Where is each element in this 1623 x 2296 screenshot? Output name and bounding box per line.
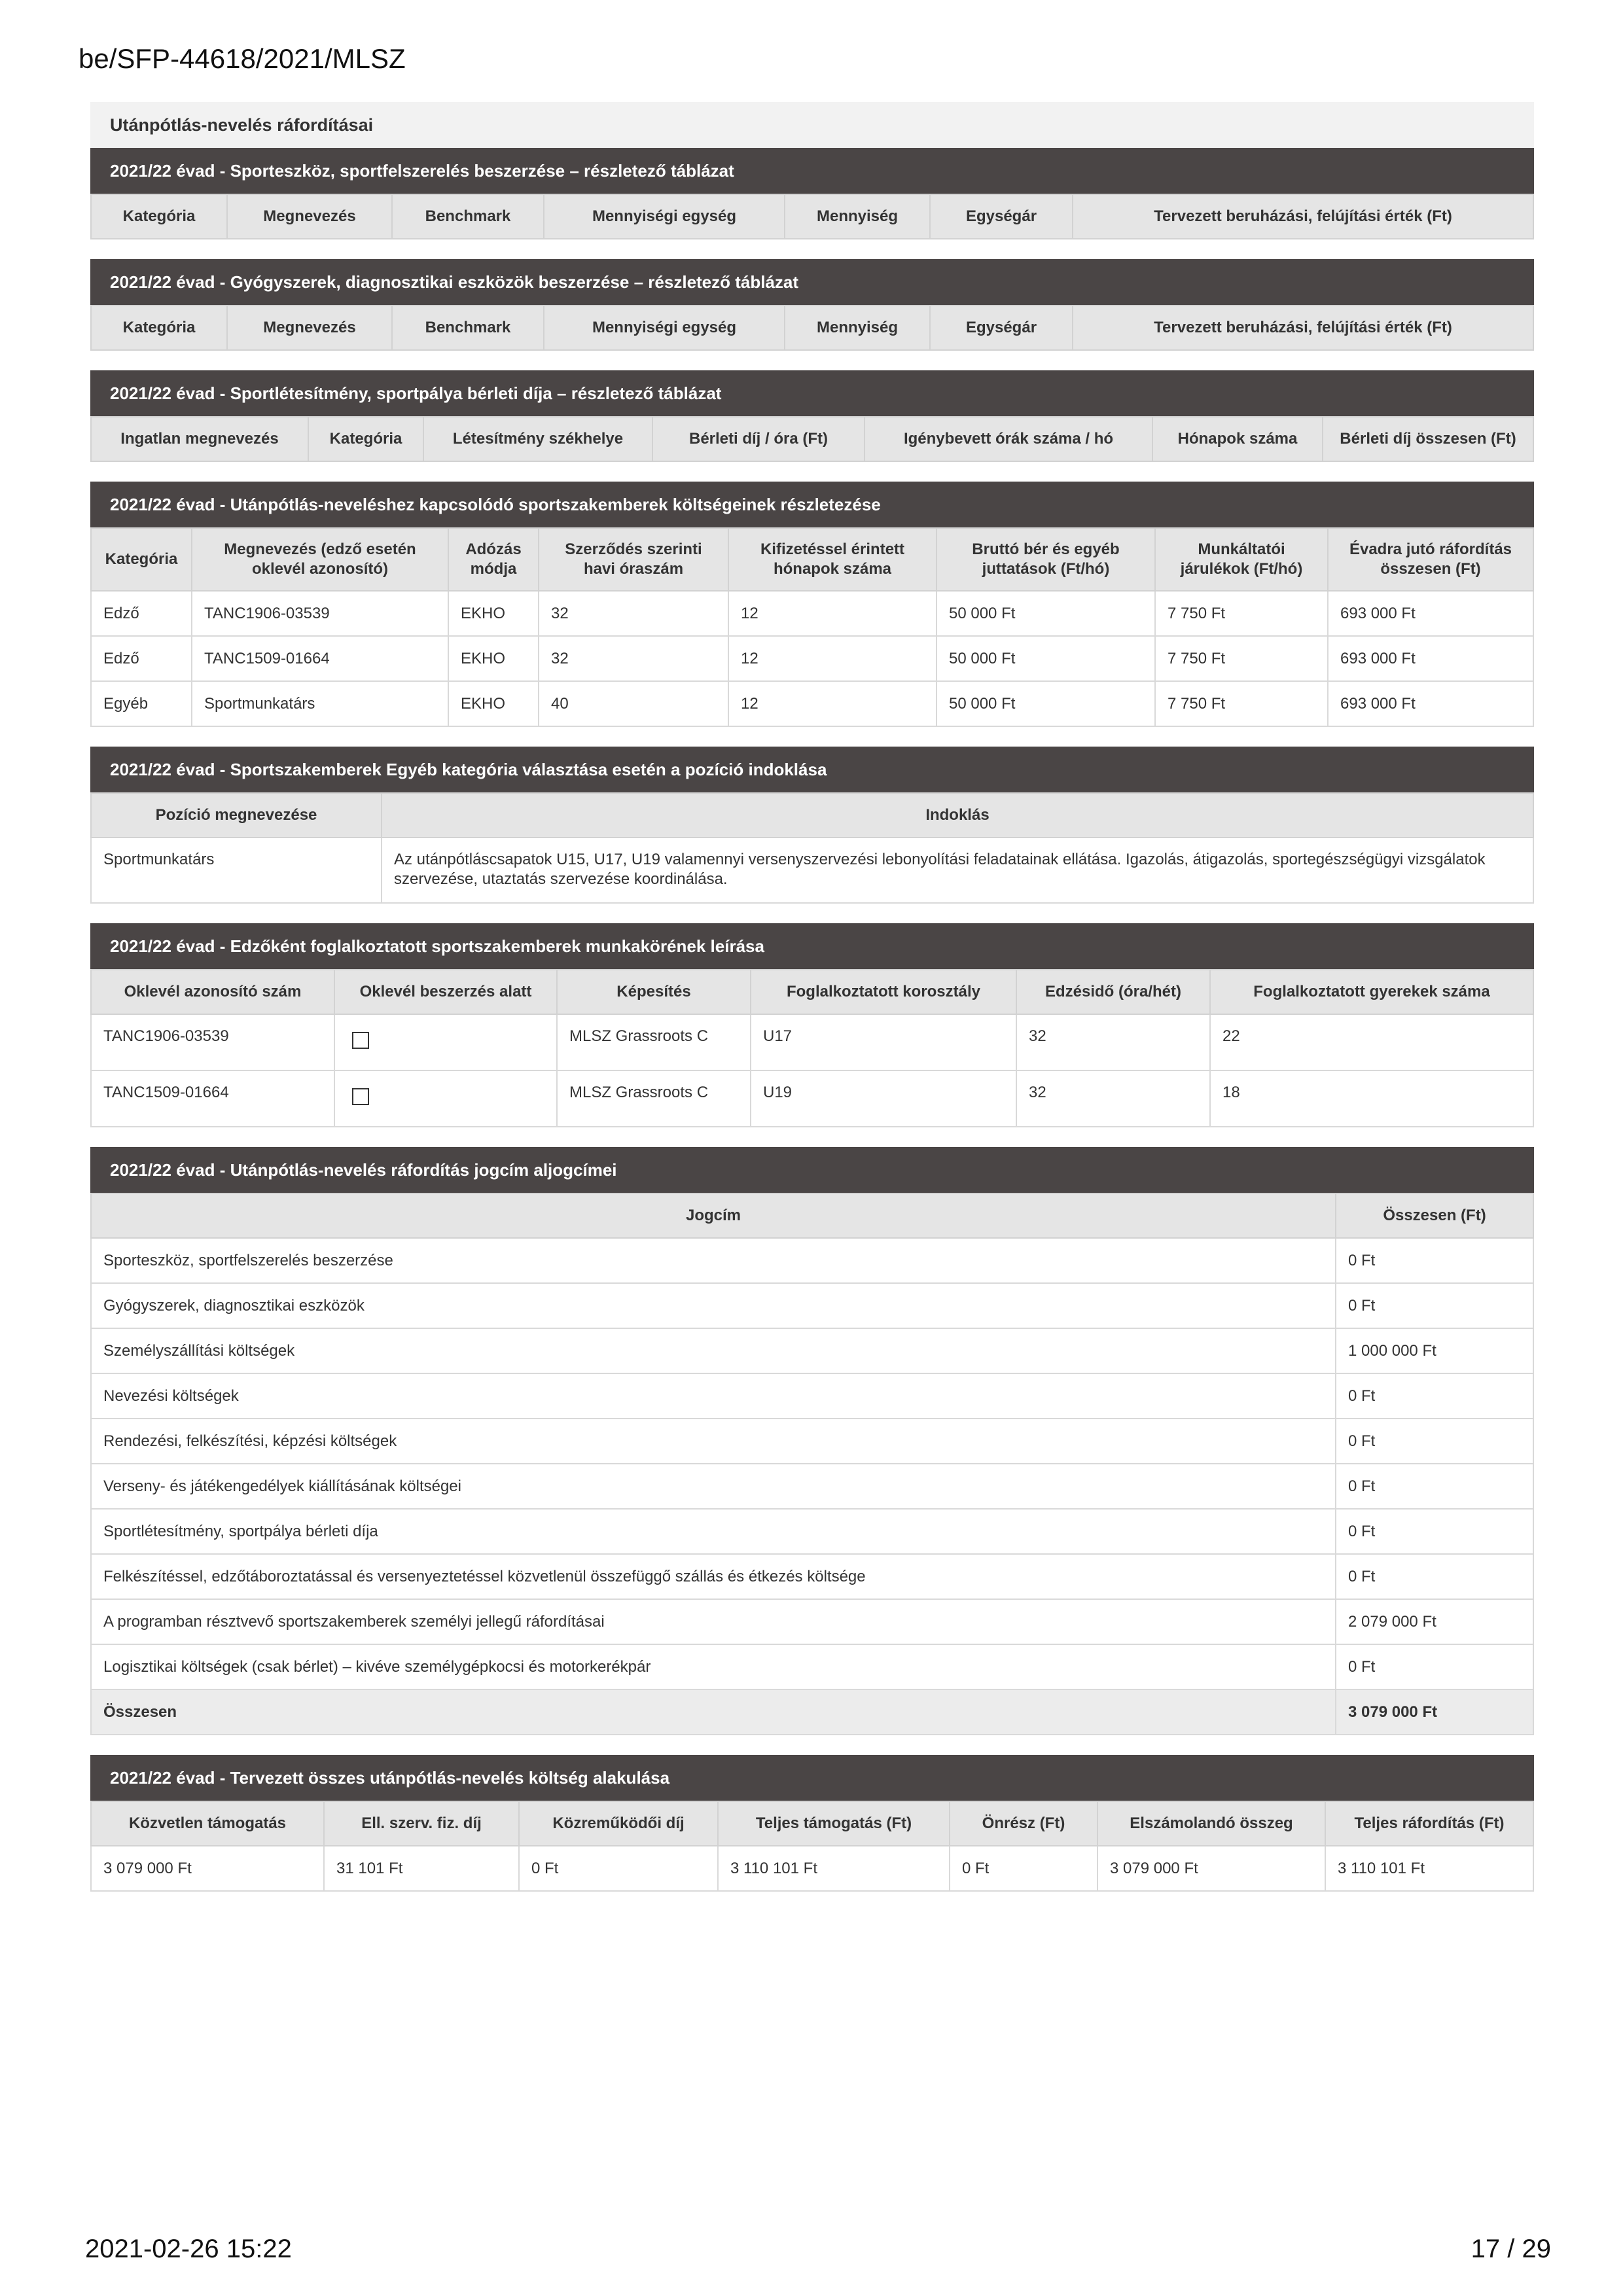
column-header: Közreműködői díj bbox=[519, 1801, 718, 1846]
column-header: Évadra jutó ráfordítás összesen (Ft) bbox=[1328, 528, 1533, 591]
table-cell bbox=[334, 1070, 557, 1127]
table-row bbox=[91, 1846, 1533, 1891]
column-header: Pozíció megnevezése bbox=[91, 793, 382, 838]
table-header-row bbox=[91, 1801, 1533, 1846]
egyeb-section bbox=[90, 747, 1534, 904]
column-header: Mennyiség bbox=[785, 194, 930, 239]
column-header: Létesítmény székhelye bbox=[423, 417, 652, 461]
table-cell bbox=[334, 1014, 557, 1070]
section-subtitle: Utánpótlás-nevelés ráfordításai bbox=[90, 102, 1534, 148]
column-header: Hónapok száma bbox=[1152, 417, 1323, 461]
table-row bbox=[91, 636, 1533, 681]
egyeb-table bbox=[90, 792, 1534, 904]
table-cell: 50 000 Ft bbox=[936, 591, 1155, 636]
table-cell: 0 Ft bbox=[1336, 1509, 1533, 1554]
table-header-row bbox=[91, 306, 1533, 350]
gyogyszer-title: 2021/22 évad - Gyógyszerek, diagnosztikai eszközök beszerzése – részletező táblázat bbox=[90, 259, 1534, 305]
table-cell: 0 Ft bbox=[1336, 1644, 1533, 1689]
jogcim-section bbox=[90, 1147, 1534, 1735]
table-cell: 12 bbox=[728, 636, 936, 681]
sporteszkoz-table bbox=[90, 194, 1534, 239]
table-cell: 3 079 000 Ft bbox=[1097, 1846, 1325, 1891]
column-header: Megnevezés bbox=[227, 194, 392, 239]
column-header: Bérleti díj / óra (Ft) bbox=[652, 417, 865, 461]
table-cell: TANC1509-01664 bbox=[192, 636, 448, 681]
edzo-table bbox=[90, 969, 1534, 1127]
column-header: Jogcím bbox=[91, 1193, 1336, 1238]
column-header: Foglalkoztatott korosztály bbox=[751, 970, 1016, 1014]
table-row bbox=[91, 1070, 1533, 1127]
table-cell: 693 000 Ft bbox=[1328, 681, 1533, 726]
table-cell: 31 101 Ft bbox=[324, 1846, 519, 1891]
table-cell: 50 000 Ft bbox=[936, 636, 1155, 681]
table-header-row bbox=[91, 194, 1533, 239]
table-cell: Gyógyszerek, diagnosztikai eszközök bbox=[91, 1283, 1336, 1328]
szakember-table bbox=[90, 527, 1534, 727]
gyogyszer-section bbox=[90, 259, 1534, 351]
column-header: Tervezett beruházási, felújítási érték (Ft) bbox=[1073, 194, 1533, 239]
table-cell: Edző bbox=[91, 591, 192, 636]
table-row bbox=[91, 1644, 1533, 1689]
table-cell: 693 000 Ft bbox=[1328, 591, 1533, 636]
document-id: be/SFP-44618/2021/MLSZ bbox=[79, 43, 406, 74]
footer-page-number: 17 / 29 bbox=[1471, 2234, 1551, 2263]
table-cell: TANC1906-03539 bbox=[91, 1014, 334, 1070]
table-cell: 3 110 101 Ft bbox=[718, 1846, 950, 1891]
table-cell: 3 110 101 Ft bbox=[1325, 1846, 1533, 1891]
table-cell: 32 bbox=[1016, 1070, 1210, 1127]
table-cell: 0 Ft bbox=[1336, 1238, 1533, 1283]
table-cell: 7 750 Ft bbox=[1155, 591, 1328, 636]
table-cell: EKHO bbox=[448, 681, 539, 726]
table-cell: Sporteszköz, sportfelszerelés beszerzése bbox=[91, 1238, 1336, 1283]
table-cell: TANC1509-01664 bbox=[91, 1070, 334, 1127]
table-cell: Az utánpótláscsapatok U15, U17, U19 valamennyi versenyszervezési lebonyolítási feladatainak ellátása. Igazolás, átigazolás, sportegészségügyi vizsgálatok szervezése, utaztatás szervezése koordinálása. bbox=[382, 838, 1533, 903]
checkbox[interactable] bbox=[352, 1088, 369, 1105]
table-row bbox=[91, 1599, 1533, 1644]
column-header: Teljes támogatás (Ft) bbox=[718, 1801, 950, 1846]
column-header: Önrész (Ft) bbox=[950, 1801, 1097, 1846]
table-row bbox=[91, 838, 1533, 903]
column-header: Igénybevett órák száma / hó bbox=[865, 417, 1152, 461]
gyogyszer-table bbox=[90, 305, 1534, 351]
content bbox=[90, 102, 1534, 1892]
table-cell: 1 000 000 Ft bbox=[1336, 1328, 1533, 1373]
table-row bbox=[91, 1419, 1533, 1464]
table-cell: Sportmunkatárs bbox=[192, 681, 448, 726]
column-header: Összesen (Ft) bbox=[1336, 1193, 1533, 1238]
column-header: Kategória bbox=[91, 306, 227, 350]
szakember-section bbox=[90, 482, 1534, 727]
table-cell: MLSZ Grassroots C bbox=[557, 1014, 751, 1070]
column-header: Kategória bbox=[308, 417, 423, 461]
berleti-title: 2021/22 évad - Sportlétesítmény, sportpálya bérleti díja – részletező táblázat bbox=[90, 370, 1534, 416]
column-header: Ell. szerv. fiz. díj bbox=[324, 1801, 519, 1846]
column-header: Ingatlan megnevezés bbox=[91, 417, 308, 461]
column-header: Mennyiségi egység bbox=[544, 194, 785, 239]
column-header: Indoklás bbox=[382, 793, 1533, 838]
total-value: 3 079 000 Ft bbox=[1336, 1689, 1533, 1735]
table-cell: MLSZ Grassroots C bbox=[557, 1070, 751, 1127]
table-cell: Nevezési költségek bbox=[91, 1373, 1336, 1419]
table-row bbox=[91, 681, 1533, 726]
column-header: Foglalkoztatott gyerekek száma bbox=[1210, 970, 1533, 1014]
column-header: Egységár bbox=[930, 306, 1073, 350]
column-header: Egységár bbox=[930, 194, 1073, 239]
column-header: Elszámolandó összeg bbox=[1097, 1801, 1325, 1846]
egyeb-title: 2021/22 évad - Sportszakemberek Egyéb kategória választása esetén a pozíció indoklása bbox=[90, 747, 1534, 792]
table-cell: EKHO bbox=[448, 636, 539, 681]
jogcim-table bbox=[90, 1193, 1534, 1735]
table-cell: 32 bbox=[539, 591, 728, 636]
column-header: Tervezett beruházási, felújítási érték (Ft) bbox=[1073, 306, 1533, 350]
table-cell: Edző bbox=[91, 636, 192, 681]
table-cell: Felkészítéssel, edzőtáboroztatással és versenyeztetéssel közvetlenül összefüggő szállás és étkezés költsége bbox=[91, 1554, 1336, 1599]
column-header: Kifizetéssel érintett hónapok száma bbox=[728, 528, 936, 591]
sporteszkoz-section bbox=[90, 148, 1534, 239]
table-cell: U17 bbox=[751, 1014, 1016, 1070]
table-cell: 0 Ft bbox=[1336, 1373, 1533, 1419]
checkbox[interactable] bbox=[352, 1032, 369, 1049]
edzo-title: 2021/22 évad - Edzőként foglalkoztatott sportszakemberek munkakörének leírása bbox=[90, 923, 1534, 969]
table-header-row bbox=[91, 417, 1533, 461]
szakember-title: 2021/22 évad - Utánpótlás-neveléshez kapcsolódó sportszakemberek költségeinek részletezése bbox=[90, 482, 1534, 527]
table-row bbox=[91, 1283, 1533, 1328]
table-cell: Egyéb bbox=[91, 681, 192, 726]
footer-date: 2021-02-26 15:22 bbox=[85, 2234, 292, 2263]
osszes-table bbox=[90, 1801, 1534, 1892]
column-header: Adózás módja bbox=[448, 528, 539, 591]
table-header-row bbox=[91, 793, 1533, 838]
column-header: Mennyiségi egység bbox=[544, 306, 785, 350]
table-cell: Rendezési, felkészítési, képzési költségek bbox=[91, 1419, 1336, 1464]
column-header: Kategória bbox=[91, 194, 227, 239]
table-cell: TANC1906-03539 bbox=[192, 591, 448, 636]
table-header-row bbox=[91, 970, 1533, 1014]
total-label: Összesen bbox=[91, 1689, 1336, 1735]
column-header: Munkáltatói járulékok (Ft/hó) bbox=[1155, 528, 1328, 591]
table-header-row bbox=[91, 1193, 1533, 1238]
column-header: Képesítés bbox=[557, 970, 751, 1014]
column-header: Szerződés szerinti havi óraszám bbox=[539, 528, 728, 591]
sporteszkoz-title: 2021/22 évad - Sporteszköz, sportfelszerelés beszerzése – részletező táblázat bbox=[90, 148, 1534, 194]
table-cell: 7 750 Ft bbox=[1155, 636, 1328, 681]
table-cell: 693 000 Ft bbox=[1328, 636, 1533, 681]
table-row bbox=[91, 591, 1533, 636]
berleti-table bbox=[90, 416, 1534, 462]
table-row bbox=[91, 1464, 1533, 1509]
table-cell: 7 750 Ft bbox=[1155, 681, 1328, 726]
table-cell: Verseny- és játékengedélyek kiállításának költségei bbox=[91, 1464, 1336, 1509]
table-cell: 32 bbox=[539, 636, 728, 681]
column-header: Kategória bbox=[91, 528, 192, 591]
column-header: Megnevezés bbox=[227, 306, 392, 350]
column-header: Benchmark bbox=[392, 306, 544, 350]
column-header: Teljes ráfordítás (Ft) bbox=[1325, 1801, 1533, 1846]
table-cell: 2 079 000 Ft bbox=[1336, 1599, 1533, 1644]
table-cell: 18 bbox=[1210, 1070, 1533, 1127]
berleti-section bbox=[90, 370, 1534, 462]
table-row bbox=[91, 1328, 1533, 1373]
total-row bbox=[91, 1689, 1533, 1735]
column-header: Bruttó bér és egyéb juttatások (Ft/hó) bbox=[936, 528, 1155, 591]
table-cell: U19 bbox=[751, 1070, 1016, 1127]
column-header: Megnevezés (edző esetén oklevél azonosító) bbox=[192, 528, 448, 591]
column-header: Bérleti díj összesen (Ft) bbox=[1323, 417, 1533, 461]
table-cell: Logisztikai költségek (csak bérlet) – kivéve személygépkocsi és motorkerékpár bbox=[91, 1644, 1336, 1689]
column-header: Mennyiség bbox=[785, 306, 930, 350]
column-header: Oklevél beszerzés alatt bbox=[334, 970, 557, 1014]
table-cell: Személyszállítási költségek bbox=[91, 1328, 1336, 1373]
table-cell: 0 Ft bbox=[1336, 1554, 1533, 1599]
table-cell: 3 079 000 Ft bbox=[91, 1846, 324, 1891]
column-header: Oklevél azonosító szám bbox=[91, 970, 334, 1014]
table-cell: EKHO bbox=[448, 591, 539, 636]
table-cell: 0 Ft bbox=[519, 1846, 718, 1891]
edzo-section bbox=[90, 923, 1534, 1127]
table-cell: 32 bbox=[1016, 1014, 1210, 1070]
table-cell: 22 bbox=[1210, 1014, 1533, 1070]
column-header: Edzésidő (óra/hét) bbox=[1016, 970, 1210, 1014]
table-cell: 50 000 Ft bbox=[936, 681, 1155, 726]
table-cell: 12 bbox=[728, 591, 936, 636]
column-header: Közvetlen támogatás bbox=[91, 1801, 324, 1846]
table-cell: 0 Ft bbox=[1336, 1464, 1533, 1509]
table-cell: Sportlétesítmény, sportpálya bérleti díja bbox=[91, 1509, 1336, 1554]
table-cell: Sportmunkatárs bbox=[91, 838, 382, 903]
table-cell: A programban résztvevő sportszakemberek személyi jellegű ráfordításai bbox=[91, 1599, 1336, 1644]
table-cell: 0 Ft bbox=[1336, 1419, 1533, 1464]
osszes-title: 2021/22 évad - Tervezett összes utánpótlás-nevelés költség alakulása bbox=[90, 1755, 1534, 1801]
table-row bbox=[91, 1554, 1533, 1599]
column-header: Benchmark bbox=[392, 194, 544, 239]
jogcim-title: 2021/22 évad - Utánpótlás-nevelés ráfordítás jogcím aljogcímei bbox=[90, 1147, 1534, 1193]
table-cell: 40 bbox=[539, 681, 728, 726]
table-header-row bbox=[91, 528, 1533, 591]
table-row bbox=[91, 1373, 1533, 1419]
osszes-section bbox=[90, 1755, 1534, 1892]
table-cell: 12 bbox=[728, 681, 936, 726]
table-row bbox=[91, 1238, 1533, 1283]
table-row bbox=[91, 1014, 1533, 1070]
table-cell: 0 Ft bbox=[950, 1846, 1097, 1891]
table-row bbox=[91, 1509, 1533, 1554]
table-cell: 0 Ft bbox=[1336, 1283, 1533, 1328]
